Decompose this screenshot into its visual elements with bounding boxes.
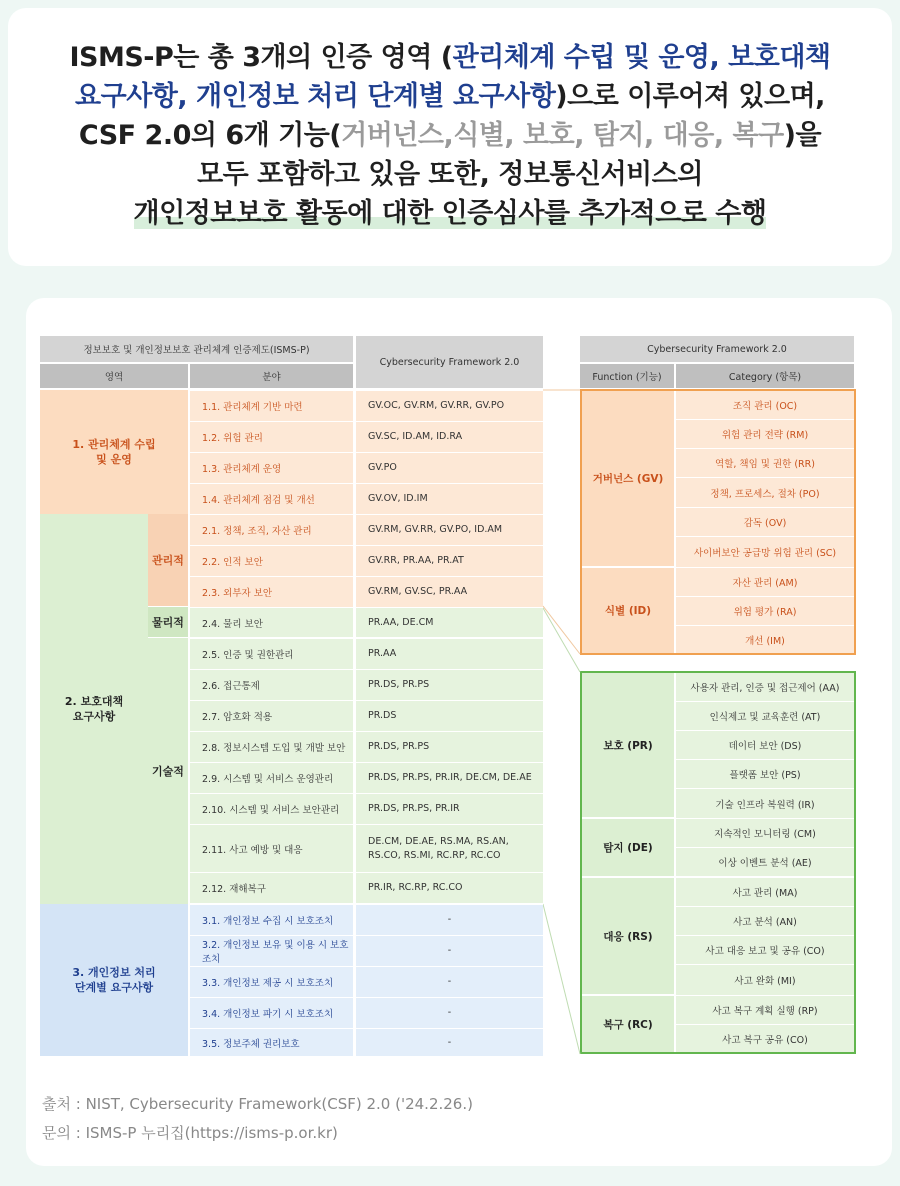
csf-mapping-cell: - [356, 967, 543, 997]
field-cell: 1.3. 관리체계 운영 [190, 453, 353, 483]
csf-mapping-cell: PR.DS, PR.PS [356, 670, 543, 700]
category-cell: 사용자 관리, 인증 및 접근제어 (AA) [676, 673, 854, 701]
csf-mapping-cell: - [356, 936, 543, 966]
csf-mapping-cell: GV.SC, ID.AM, ID.RA [356, 422, 543, 452]
headline-line4: 모두 포함하고 있음 또한, 정보통신서비스의 [197, 159, 703, 190]
category-cell: 조직 관리 (OC) [676, 391, 854, 419]
category-cell: 플랫폼 보안 (PS) [676, 760, 854, 788]
field-cell: 2.10. 시스템 및 서비스 보안관리 [190, 794, 353, 824]
csf-mapping-cell: GV.RM, GV.RR, GV.PO, ID.AM [356, 515, 543, 545]
field-cell: 3.3. 개인정보 제공 시 보호조치 [190, 967, 353, 997]
csf-mapping-cell: PR.DS, PR.PS [356, 732, 543, 762]
orange-outline [580, 389, 856, 655]
area-3-label: 3. 개인정보 처리 단계별 요구사항 [40, 904, 188, 1056]
csf-mapping-cell: - [356, 998, 543, 1028]
csf-mapping-cell: - [356, 1029, 543, 1056]
csf-mapping-cell: GV.PO [356, 453, 543, 483]
field-cell: 2.8. 정보시스템 도입 및 개발 보안 [190, 732, 353, 762]
field-cell: 2.5. 인증 및 권한관리 [190, 639, 353, 669]
category-cell: 역할, 책임 및 권한 (RR) [676, 449, 854, 477]
headline-line1b: 관리체계 수립 및 운영, 보호대책 [452, 42, 831, 73]
headline-line2b: )으로 이루어져 있으며, [555, 81, 825, 112]
csf-mapping-cell: PR.DS, PR.PS, PR.IR [356, 794, 543, 824]
category-cell: 지속적인 모니터링 (CM) [676, 819, 854, 847]
footer-source: 출처 : NIST, Cybersecurity Framework(CSF) 2.0 ('24.2.26.) [42, 1095, 473, 1113]
category-cell: 사고 관리 (MA) [676, 878, 854, 906]
field-cell: 2.11. 사고 예방 및 대응 [190, 825, 353, 872]
category-cell: 자산 관리 (AM) [676, 568, 854, 596]
right-header-csf: Cybersecurity Framework 2.0 [580, 336, 854, 362]
csf-mapping-cell: GV.RR, PR.AA, PR.AT [356, 546, 543, 576]
function-gv: 거버넌스 (GV) [582, 391, 674, 566]
field-cell: 2.7. 암호화 적용 [190, 701, 353, 731]
col-category: Category (항목) [676, 364, 854, 388]
col-area: 영역 [40, 364, 188, 388]
csf-mapping-cell: PR.IR, RC.RP, RC.CO [356, 873, 543, 903]
headline-line3b: 거버넌스,식별, 보호, 탐지, 대응, 복구 [341, 120, 784, 151]
category-cell: 사고 대응 보고 및 공유 (CO) [676, 936, 854, 964]
function-pr: 보호 (PR) [582, 673, 674, 817]
csf-mapping-cell: GV.RM, GV.SC, PR.AA [356, 577, 543, 607]
csf-mapping-cell: DE.CM, DE.AE, RS.MA, RS.AN, RS.CO, RS.MI, RC.RP, RC.CO [356, 825, 543, 872]
field-cell: 2.2. 인적 보안 [190, 546, 353, 576]
csf-mapping-cell: PR.DS, PR.PS, PR.IR, DE.CM, DE.AE [356, 763, 543, 793]
field-cell: 2.9. 시스템 및 서비스 운영관리 [190, 763, 353, 793]
category-cell: 사고 완화 (MI) [676, 965, 854, 995]
footer-contact: 문의 : ISMS-P 누리집(https://isms-p.or.kr) [42, 1124, 338, 1142]
field-cell: 3.2. 개인정보 보유 및 이용 시 보호조치 [190, 936, 353, 966]
field-cell: 3.5. 정보주체 권리보호 [190, 1029, 353, 1056]
headline-line2a: 요구사항, 개인정보 처리 단계별 요구사항 [75, 81, 556, 112]
col-function: Function (기능) [580, 364, 674, 388]
sub-physical-label: 물리적 [148, 607, 188, 637]
field-cell: 1.4. 관리체계 점검 및 개선 [190, 484, 353, 514]
field-cell: 2.3. 외부자 보안 [190, 577, 353, 607]
category-cell: 위험 관리 전략 (RM) [676, 420, 854, 448]
field-cell: 2.6. 접근통제 [190, 670, 353, 700]
headline-line5: 개인정보보호 활동에 대한 인증심사를 추가적으로 수행 [133, 198, 767, 229]
category-cell: 정책, 프로세스, 절차 (PO) [676, 478, 854, 507]
field-cell: 1.2. 위험 관리 [190, 422, 353, 452]
category-cell: 인식제고 및 교육훈련 (AT) [676, 702, 854, 730]
connector-lines [543, 380, 583, 1070]
csf-mapping-cell: GV.OC, GV.RM, GV.RR, GV.PO [356, 391, 543, 421]
category-cell: 이상 이벤트 분석 (AE) [676, 848, 854, 876]
csf-mapping-cell: PR.AA, DE.CM [356, 608, 543, 637]
field-cell: 2.1. 정책, 조직, 자산 관리 [190, 515, 353, 545]
field-cell: 3.1. 개인정보 수집 시 보호조치 [190, 905, 353, 935]
csf-mapping-cell: GV.OV, ID.IM [356, 484, 543, 514]
header-isms-p: 정보보호 및 개인정보보호 관리체계 인증제도(ISMS-P) [40, 336, 353, 362]
category-cell: 사고 분석 (AN) [676, 907, 854, 935]
csf-mapping-cell: - [356, 905, 543, 935]
category-cell: 사고 복구 공유 (CO) [676, 1025, 854, 1052]
function-rc: 복구 (RC) [582, 996, 674, 1052]
sub-tech-label: 기술적 [148, 638, 188, 904]
headline-line3c: )을 [783, 120, 822, 151]
category-cell: 감독 (OV) [676, 508, 854, 536]
csf-mapping-cell: PR.DS [356, 701, 543, 731]
category-cell: 사이버보안 공급망 위험 관리 (SC) [676, 537, 854, 567]
headline [30, 38, 870, 233]
category-cell: 데이터 보안 (DS) [676, 731, 854, 759]
field-cell: 1.1. 관리체계 기반 마련 [190, 391, 353, 421]
headline-line1a: ISMS-P는 총 3개의 인증 영역 ( [69, 42, 453, 73]
area-1-label: 1. 관리체계 수립 및 운영 [40, 390, 188, 514]
category-cell: 위험 평가 (RA) [676, 597, 854, 625]
function-rs: 대응 (RS) [582, 878, 674, 994]
function-de: 탐지 (DE) [582, 819, 674, 876]
header-csf: Cybersecurity Framework 2.0 [356, 336, 543, 388]
green-outline [580, 671, 856, 1054]
category-cell: 사고 복구 계획 실행 (RP) [676, 996, 854, 1024]
field-cell: 2.12. 재해복구 [190, 873, 353, 903]
headline-line3a: CSF 2.0의 6개 기능( [78, 120, 342, 151]
area-2-label: 2. 보호대책 요구사항 [40, 514, 148, 904]
csf-mapping-cell: PR.AA [356, 639, 543, 669]
col-field: 분야 [190, 364, 353, 388]
sub-admin-label: 관리적 [148, 514, 188, 606]
function-id: 식별 (ID) [582, 568, 674, 653]
category-cell: 개선 (IM) [676, 626, 854, 653]
field-cell: 2.4. 물리 보안 [190, 608, 353, 637]
field-cell: 3.4. 개인정보 파기 시 보호조치 [190, 998, 353, 1028]
category-cell: 기술 인프라 복원력 (IR) [676, 789, 854, 818]
